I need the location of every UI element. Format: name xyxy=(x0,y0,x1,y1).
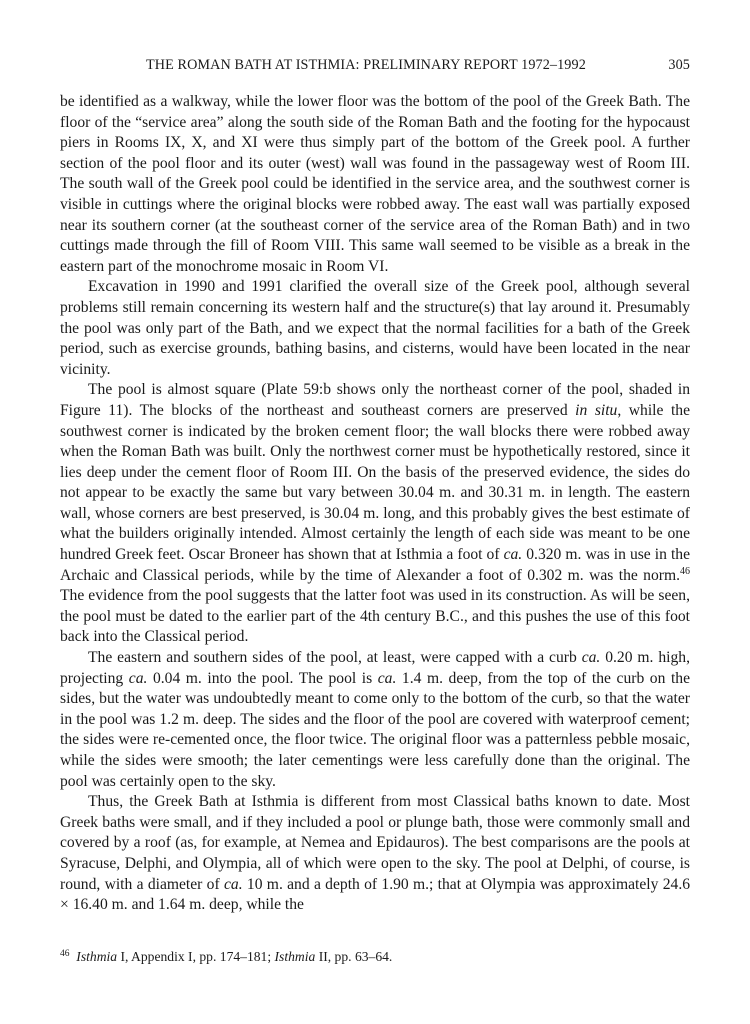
paragraph-1 xyxy=(60,92,690,277)
body-text xyxy=(60,92,690,916)
text-run: The pool is almost square (Plate 59:b shows only the northeast corner of the pool, shaded in Figure 11). The blocks of the northeast and southeast corners are preserved xyxy=(60,381,690,419)
text-run: Excavation in 1990 and 1991 clarified the overall size of the Greek pool, although several problems still remain concerning its western half and the structure(s) that lay around it. Presumably the pool was only part of the Bath, and we expect that the normal facilities for a bath of the Greek period, such as exercise grounds, bathing basins, and cisterns, would have been located in the near vicinity. xyxy=(60,278,690,378)
italic-term: ca. xyxy=(377,669,397,687)
paragraph-4 xyxy=(60,648,690,792)
small-caps-abbrev: B.C. xyxy=(435,607,464,625)
italic-term: ca. xyxy=(581,649,601,667)
italic-term: ca. xyxy=(503,546,523,564)
italic-term: ca. xyxy=(223,875,243,893)
italic-term: in situ xyxy=(575,401,618,419)
footnote-number: 46 xyxy=(60,949,70,959)
text-run: Thus, the Greek Bath at Isthmia is different from most Classical baths known to date. Most Greek baths were small, and if they included a pool or plunge bath, those were commonly small and covered by a roof (as, for example, at Nemea and Epidauros). The best comparisons are the pools at Syracuse, Delphi, and Olympia, all of which were open to the sky. The pool at Delphi, of course, is round, with a diameter of xyxy=(60,793,690,893)
text-run: , while the southwest corner is indicated by the broken cement floor; the wall blocks there were robbed away when the Roman Bath was built. Only the northwest corner must be hypothetically restored, since it lies deep under the cement floor of Room III. On the basis of the preserved evidence, the sides do not appear to be exactly the same but vary between 30.04 m. and 30.31 m. in length. The eastern wall, whose corners are best preserved, is 30.04 m. long, and this probably gives the best estimate of what the builders originally intended. Almost certainly the length of each side was meant to be one hundred Greek feet. Oscar Broneer has shown that at Isthmia a foot of xyxy=(60,401,691,564)
italic-term: ca. xyxy=(128,669,148,687)
text-run: be identified as a walkway, while the lower floor was the bottom of the pool of the Greek Bath. The floor of the “service area” along the south side of the Roman Bath and the footing for the hypocaust piers in Rooms IX, X, and XI were thus simply part of the bottom of the Greek pool. A further section of the pool floor and its outer (west) wall was found in the passageway west of Room III. The south wall of the Greek pool could be identified in the service area, and the southwest corner is visible in cuttings where the original blocks were robbed away. The east wall was partially exposed near its southern corner (at the southeast corner of the service area of the Roman Bath) and in two cuttings made through the fill of Room VIII. This same wall seemed to be visible as a break in the eastern part of the monochrome mosaic in Room VI. xyxy=(60,93,690,275)
text-run: , and this pushes the use of this foot back into the Classical period. xyxy=(60,607,690,646)
footnote-text: II, pp. 63–64. xyxy=(315,949,393,964)
page xyxy=(60,0,690,1024)
text-run: 0.04 m. into the pool. The pool is xyxy=(147,669,378,687)
text-run: 0.20 m. high, projecting xyxy=(60,649,690,687)
text-run: The evidence from the pool suggests that the latter foot was used in its construction. As will be seen, the pool must be dated to the earlier part of the 4th century xyxy=(60,587,690,625)
footnote-italic: Isthmia xyxy=(76,949,118,964)
page-number: 305 xyxy=(668,57,690,73)
running-title: THE ROMAN BATH AT ISTHMIA: PRELIMINARY REPORT 1972–1992 xyxy=(146,57,586,73)
paragraph-3 xyxy=(60,380,690,648)
text-run: 10 m. and a depth of 1.90 m.; that at Olympia was approximately 24.6 × 16.40 m. and 1.64 m. deep, while the xyxy=(60,875,691,914)
paragraph-2 xyxy=(60,277,690,380)
footnote xyxy=(60,948,690,966)
footnote-italic: Isthmia xyxy=(274,949,316,964)
footnote-text: I, Appendix I, pp. 174–181; xyxy=(117,949,275,964)
footnote-reference[interactable]: 46 xyxy=(680,565,690,577)
running-header xyxy=(60,57,690,77)
text-run: The eastern and southern sides of the pool, at least, were capped with a curb xyxy=(88,649,582,667)
paragraph-5 xyxy=(60,792,690,916)
text-run: 0.320 m. was in use in the Archaic and Classical periods, while by the time of Alexander a foot of 0.302 m. was the norm. xyxy=(60,546,690,584)
text-run: 1.4 m. deep, from the top of the curb on the sides, but the water was undoubtedly meant to come only to the bottom of the curb, so that the water in the pool was 1.2 m. deep. The sides and the floor of the pool are covered with waterproof cement; the sides were re-cemented once, the floor twice. The original floor was a patternless pebble mosaic, while the sides were smooth; the later cementings were less carefully done than the original. The pool was certainly open to the sky. xyxy=(60,669,690,790)
